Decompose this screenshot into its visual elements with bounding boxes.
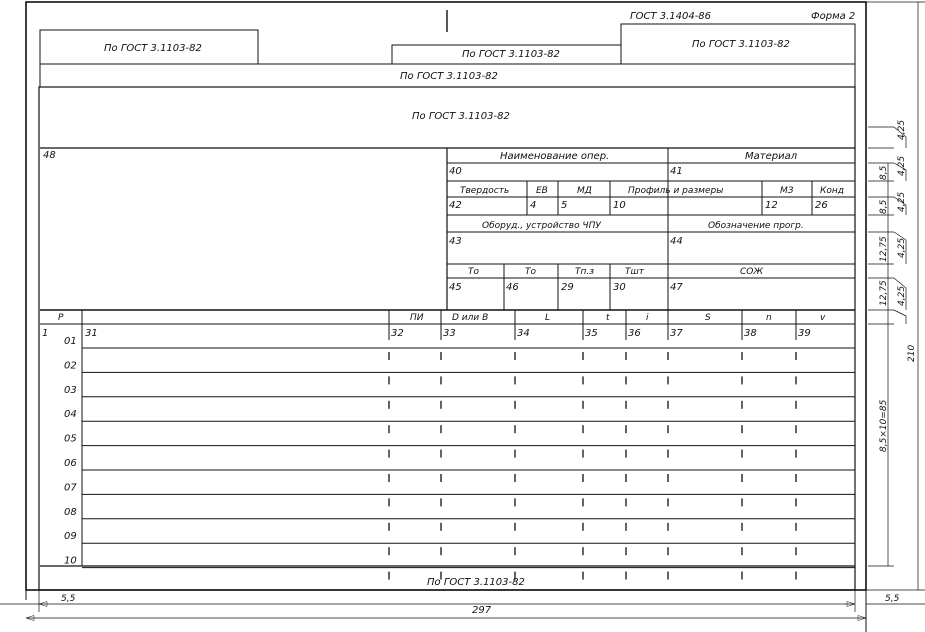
row-number: 06: [64, 458, 77, 469]
num-31: 31: [85, 328, 98, 339]
dim-425-d: 4,25: [897, 237, 907, 258]
field-44: 44: [670, 236, 683, 247]
dim-1275-b: 12,75: [879, 280, 889, 306]
num-37: 37: [670, 328, 683, 339]
row-number: 10: [64, 555, 77, 567]
row-number: 05: [64, 433, 77, 445]
dim-1275-a: 12,75: [879, 236, 889, 262]
hdr-s: S: [705, 313, 711, 323]
footer-ref: По ГОСТ 3.1103-82: [427, 577, 525, 588]
table-row: [64, 409, 855, 433]
num-34: 34: [517, 328, 530, 339]
field-29: 29: [561, 282, 574, 293]
md-label: МД: [577, 186, 592, 196]
row-number: 07: [64, 482, 77, 494]
field-43: 43: [449, 236, 462, 247]
to1-label: То: [468, 267, 480, 277]
kond-label: Конд: [820, 186, 845, 196]
field-46: 46: [506, 282, 519, 293]
field-48: 48: [43, 150, 56, 161]
sheet-outer-frame: [26, 2, 866, 590]
material-label: Материал: [745, 151, 798, 162]
form-label: Форма 2: [811, 11, 856, 22]
hdr-n: n: [766, 313, 772, 323]
field-40: 40: [449, 166, 462, 177]
hdr-i: i: [646, 313, 649, 323]
field-26: 26: [815, 200, 828, 211]
right-dimension-marks: [866, 2, 925, 590]
field-10: 10: [613, 200, 626, 211]
ref-mid: По ГОСТ 3.1103-82: [462, 49, 560, 60]
hdr-pi: ПИ: [410, 313, 424, 323]
num-33: 33: [443, 328, 456, 339]
row-number: 02: [64, 360, 77, 372]
hdr-d: D или В: [452, 313, 489, 323]
num-35: 35: [585, 328, 598, 339]
field-30: 30: [613, 282, 626, 293]
row-number: 09: [64, 531, 77, 543]
table-row: [64, 385, 855, 409]
soj-label: СОЖ: [740, 267, 764, 277]
row-number: 01: [64, 336, 77, 347]
to2-label: То: [525, 267, 537, 277]
row-number: 03: [64, 384, 77, 396]
table-row: [64, 458, 855, 482]
table-row: [64, 360, 855, 384]
dim-85-a: 8,5: [879, 165, 889, 180]
field-41: 41: [670, 166, 683, 177]
row-number: 04: [64, 409, 77, 421]
field-42: 42: [449, 200, 462, 211]
num-38: 38: [744, 328, 757, 339]
field-5: 5: [561, 200, 568, 211]
num-39: 39: [798, 328, 811, 339]
ref-left: По ГОСТ 3.1103-82: [104, 43, 202, 54]
table-row: [64, 531, 855, 555]
table-row: [64, 482, 855, 506]
dim-297: 297: [472, 605, 492, 616]
hdr-p: Р: [58, 313, 64, 323]
num-32: 32: [391, 328, 404, 339]
dim-55-left: 5,5: [61, 594, 76, 604]
standard-label: ГОСТ 3.1404-86: [630, 11, 712, 22]
hdr-t: t: [606, 313, 610, 323]
mz-label: МЗ: [780, 186, 794, 196]
oboznach-label: Обозначение прогр.: [708, 221, 804, 231]
row-number: 08: [64, 506, 77, 518]
dim-425-b: 4,25: [897, 155, 907, 176]
dim-425-a: 4,25: [897, 119, 907, 140]
tverd-label: Твердость: [460, 186, 510, 196]
dim-85-b: 8,5: [879, 199, 889, 214]
naim-label: Наименование опер.: [500, 151, 610, 162]
hdr-l: L: [545, 313, 551, 323]
dim-55-right: 5,5: [885, 594, 900, 604]
ref-right: По ГОСТ 3.1103-82: [692, 39, 790, 50]
hdr-v: v: [820, 313, 826, 323]
dim-425-c: 4,25: [897, 191, 907, 212]
bottom-dimension-marks: [0, 590, 925, 621]
table-rows: [64, 336, 855, 580]
dim-85x10: 8,5×10=85: [879, 399, 889, 452]
tsht-label: Тшт: [625, 267, 644, 277]
table-row: [64, 434, 855, 458]
field-12: 12: [765, 200, 778, 211]
dim-210: 210: [907, 344, 917, 362]
tpz-label: Тп.з: [575, 267, 595, 277]
ref-big-text: По ГОСТ 3.1103-82: [412, 111, 510, 122]
num-1: 1: [42, 328, 49, 339]
dim-425-e: 4,25: [897, 285, 907, 306]
table-row: [64, 507, 855, 531]
ref-row-text: По ГОСТ 3.1103-82: [400, 71, 498, 82]
ev-label: ЕВ: [536, 186, 548, 196]
field-45: 45: [449, 282, 462, 293]
table-row: [64, 556, 855, 580]
num-36: 36: [628, 328, 641, 339]
field-47: 47: [670, 282, 683, 293]
table-row: [64, 336, 855, 360]
profil-label: Профиль и размеры: [628, 186, 724, 196]
oborud-label: Оборуд., устройство ЧПУ: [482, 221, 601, 231]
field-4: 4: [530, 200, 537, 211]
